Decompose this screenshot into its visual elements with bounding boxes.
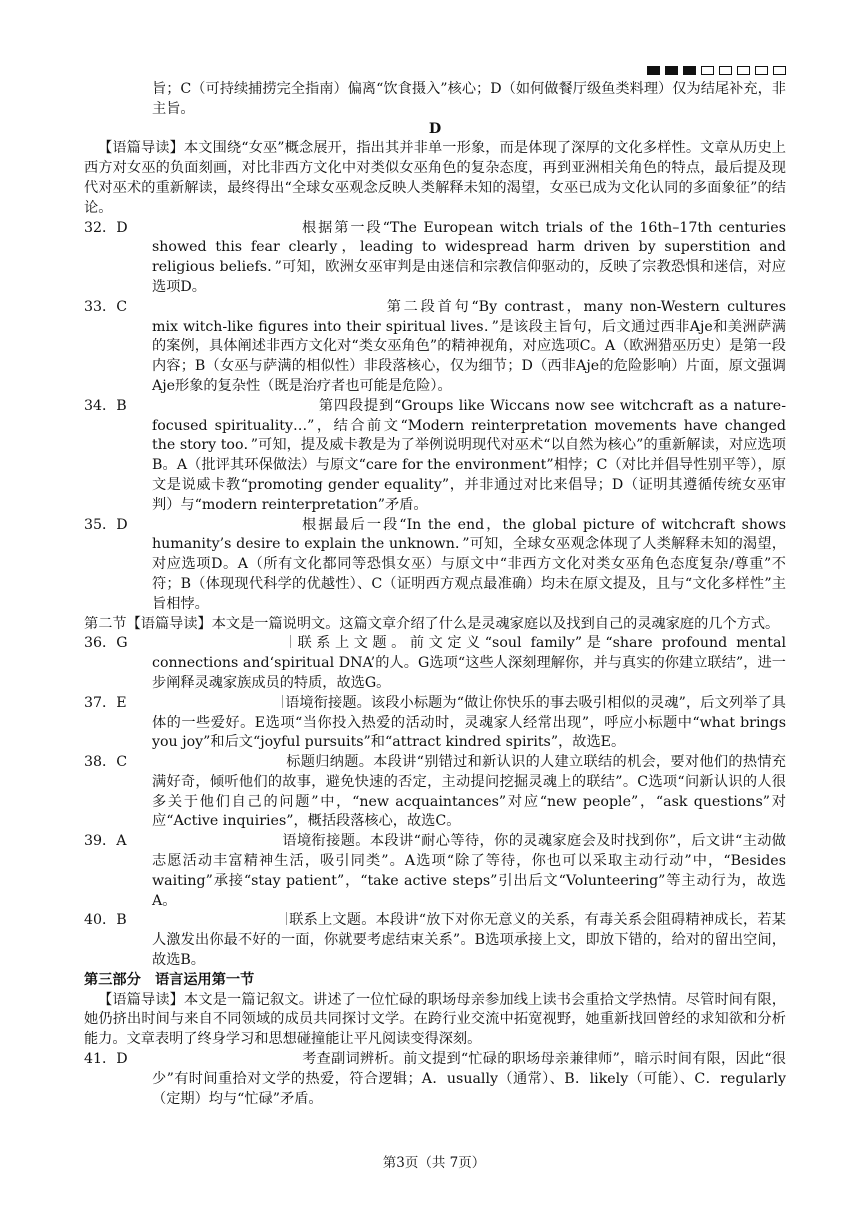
answer-item-41	[84, 1050, 786, 1109]
answer-item-35	[84, 516, 786, 615]
cursor-bar	[286, 912, 287, 925]
answer-item-36	[84, 634, 786, 693]
section-d-title: D	[428, 120, 442, 137]
answer-explanation: 语境衔接题。本段讲“耐心等待，你的灵魂家庭会及时找到你”，后文讲“主动做志愿活动丰富精神生活，吸引同类”。A选项“除了等待，你也可以采取主动行动”中，“Besides waiting”承接“stay patient”，“take active steps”引出后文“Volunteering”等主动行为，故选A。	[152, 833, 786, 909]
cursor-bar	[282, 695, 283, 708]
answer-number: 33．C	[84, 298, 128, 315]
answer-number: 40．B	[84, 912, 127, 929]
progress-square-empty	[773, 66, 786, 75]
answer-number: 35．D	[84, 516, 128, 533]
answer-item-40	[84, 911, 786, 970]
answer-number: 39．A	[84, 833, 127, 850]
previous-answer-tail: 旨；C（可持续捕捞完全指南）偏离“饮食摄入”核心；D（如何做餐厅级鱼类料理）仅为结尾补充，非主旨。	[152, 81, 786, 117]
answer-explanation: 第四段提到“Groups like Wiccans now see witchcraft as a nature-focused spirituality…”，结合前文“Modern reinterpretation movements have changed the story too．”可知，提及威卡教是为了举例说明现代对巫术“以自然为核心”的重新解读，对应选项B。A（批评其环保做法）与原文“care for the environment”相悖；C（对比并倡导性别平等），原文是说威卡教“promoting gender equality”，并非通过对比来倡导；D（证明其遵循传统女巫审判）与“modern reinterpretation”矛盾。	[152, 397, 786, 513]
part-3-heading: 第三部分 语言运用第一节	[84, 971, 255, 988]
progress-square-empty	[755, 66, 768, 75]
progress-squares	[647, 66, 786, 75]
answer-item-34	[84, 397, 786, 516]
answer-item-32	[84, 219, 786, 298]
progress-square-filled	[665, 66, 678, 75]
progress-square-empty	[737, 66, 750, 75]
answer-explanation: 考查副词辨析。前文提到“忙碌的职场母亲兼律师”，暗示时间有限，因此“很少”有时间重拾对文学的热爱，符合逻辑；A．usually（通常）、B．likely（可能）、C．regularly（定期）均与“忙碌”矛盾。	[152, 1051, 786, 1107]
section-2-guide	[84, 615, 786, 635]
section-2-guide-text: 【语篇导读】本文是一篇说明文。这篇文章介绍了什么是灵魂家庭以及找到自己的灵魂家庭的几个方式。	[126, 615, 780, 632]
answer-explanation: 联系上文题。前文定义“soul family”是“share profound mental connections and‘spiritual DNA’的人。G选项“这些人深刻理解你，并与真实的你建立联结”，进一步阐释灵魂家族成员的特质，故选G。	[152, 635, 786, 691]
answer-number: 32．D	[84, 219, 128, 236]
answer-number: 34．B	[84, 397, 127, 414]
answer-number: 41．D	[84, 1051, 128, 1068]
answer-explanation: 根据最后一段“In the end，the global picture of witchcraft shows humanity’s desire to explain the unknown．”可知，全球女巫观念体现了人类解释未知的渴望，对应选项D。A（所有文化都同等恐惧女巫）与原文中“非西方文化对类女巫角色态度复杂/尊重”不符；B（体现现代科学的优越性）、C（证明西方观点最准确）均未在原文提及，且与“文化多样性”主旨相悖。	[152, 516, 786, 612]
section-d-guide: 【语篇导读】本文围绕“女巫”概念展开，指出其并非单一形象，而是体现了深厚的文化多样性。文章从历史上西方对女巫的负面刻画，对比非西方文化中对类似女巫角色的复杂态度，再到亚洲相关角色的特点，最后提及现代对巫术的重新解读，最终得出“全球女巫观念反映人类解释未知的渴望，女巫已成为文化认同的多面象征”的结论。	[84, 140, 786, 216]
answer-explanation: 语境衔接题。该段小标题为“做让你快乐的事去吸引相似的灵魂”，后文列举了具体的一些爱好。E选项“当你投入热爱的活动时，灵魂家人经常出现”，呼应小标题中“what brings you joy”和后文“joyful pursuits”和“attract kindred spirits”，故选E。	[152, 694, 786, 751]
answer-explanation: 第二段首句“By contrast，many non-Western cultures mix witch-like figures into their spiritual lives．”是该段主旨句，后文通过西非Aje和美洲萨满的案例，具体阐述非西方文化对“类女巫角色”的精神视角，对应选项C。A（欧洲猎巫历史）是第一段内容；B（女巫与萨满的相似性）非段落核心，仅为细节；D（西非Aje的危险影响）片面，原文强调Aje形象的复杂性（既是治疗者也可能是危险）。	[152, 298, 786, 394]
answer-item-39	[84, 832, 786, 911]
answer-explanation: 联系上文题。本段讲“放下对你无意义的关系，有毒关系会阻碍精神成长，若某人激发出你最不好的一面，你就要考虑结束关系”。B选项承接上文，即放下错的，给对的留出空间，故选B。	[152, 912, 786, 969]
cursor-bar	[290, 635, 291, 648]
answer-number: 37．E	[84, 694, 127, 711]
progress-square-filled	[647, 66, 660, 75]
progress-square-filled	[683, 66, 696, 75]
answer-explanation: 标题归纳题。本段讲“别错过和新认识的人建立联结的机会，要对他们的热情充满好奇，倾听他们的故事，避免快速的否定，主动提问挖掘灵魂上的联结”。C选项“问新认识的人很多关于他们自己的问题”中，“new acquaintances”对应“new people”，“ask questions”对应“Active inquiries”，概括段落核心，故选C。	[152, 754, 786, 830]
answer-item-33	[84, 298, 786, 397]
progress-square-empty	[701, 66, 714, 75]
page-footer: 第3页（共 7页）	[382, 1155, 486, 1171]
answer-number: 38．C	[84, 754, 128, 771]
answer-item-37	[84, 694, 786, 753]
part-3-guide: 【语篇导读】本文是一篇记叙文。讲述了一位忙碌的职场母亲参加线上读书会重拾文学热情。尽管时间有限，她仍挤出时间与来自不同领域的成员共同探讨文学。在跨行业交流中拓宽视野，她重新找回曾经的求知欲和分析能力。文章表明了终身学习和思想碰撞能让平凡阅读变得深刻。	[84, 991, 786, 1048]
answer-item-38	[84, 753, 786, 832]
answer-explanation: 根据第一段“The European witch trials of the 16th–17th centuries showed this fear clearly，leading to widespread harm driven by superstition and religious beliefs．”可知，欧洲女巫审判是由迷信和宗教信仰驱动的，反映了宗教恐惧和迷信，对应选项D。	[152, 219, 786, 295]
answer-number: 36．G	[84, 635, 128, 652]
section-2-label: 第二节	[84, 615, 127, 632]
document-body	[84, 80, 786, 1109]
progress-square-empty	[719, 66, 732, 75]
